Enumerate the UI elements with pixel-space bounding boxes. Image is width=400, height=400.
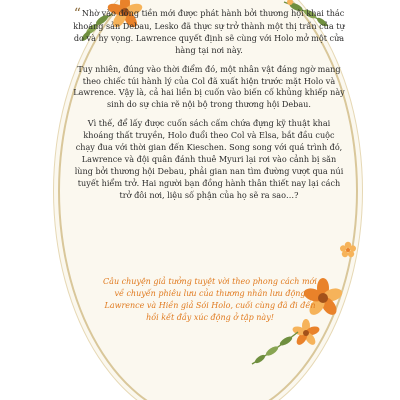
synopsis-paragraph: Tuy nhiên, đúng vào thời điểm đó, một nhân vật đáng ngờ mang theo chiếc túi hành lý của Col đã xuất hiện trước mặt Holo và Lawrence. Vậy là, cả hai liền bị cuốn vào biến cố khủng khiếp này sinh do sự chia rẽ nội bộ trong thương hội Debau. — [73, 63, 345, 110]
synopsis-paragraph: Vì thế, để lấy được cuốn sách cấm chứa đựng kỹ thuật khai khoáng thất truyền, Holo đuổi theo Col và Elsa, bắt đầu cuộc chạy đua với thời gian đến Kieschen. Song song với quá trình đó, Lawrence và đội quân đánh thuê Myuri lại rơi vào cảnh bị săn lùng bởi thương hội Debau, phải gian nan tìm đường vượt qua núi tuyết hiểm trở. Hai người bạn đồng hành thân thiết nay lại cách trở đôi nơi, liệu số phận của họ sẽ ra sao…? — [74, 118, 344, 200]
synopsis-text — [73, 8, 345, 209]
closing-blurb: Câu chuyện giả tưởng tuyệt vời theo phong cách mới về chuyến phiêu lưu của thương nhân lưu động Lawrence và Hiền giả Sói Holo, cuối cùng đã đi đến hồi kết đầy xúc động ở tập này! — [103, 277, 317, 323]
leaf-sprig-icon — [250, 330, 300, 366]
synopsis-paragraph: “ Nhờ vào đồng tiền mới được phát hành bởi thương hội khai thác khoáng sản Debau, Lesko đã thực sự trở thành một thị trấn của tự do và hy vọng. Lawrence quyết định sẽ cùng với Holo mở một cửa hàng tại nơi này. — [73, 8, 345, 57]
small-blossom-icon — [338, 240, 358, 260]
